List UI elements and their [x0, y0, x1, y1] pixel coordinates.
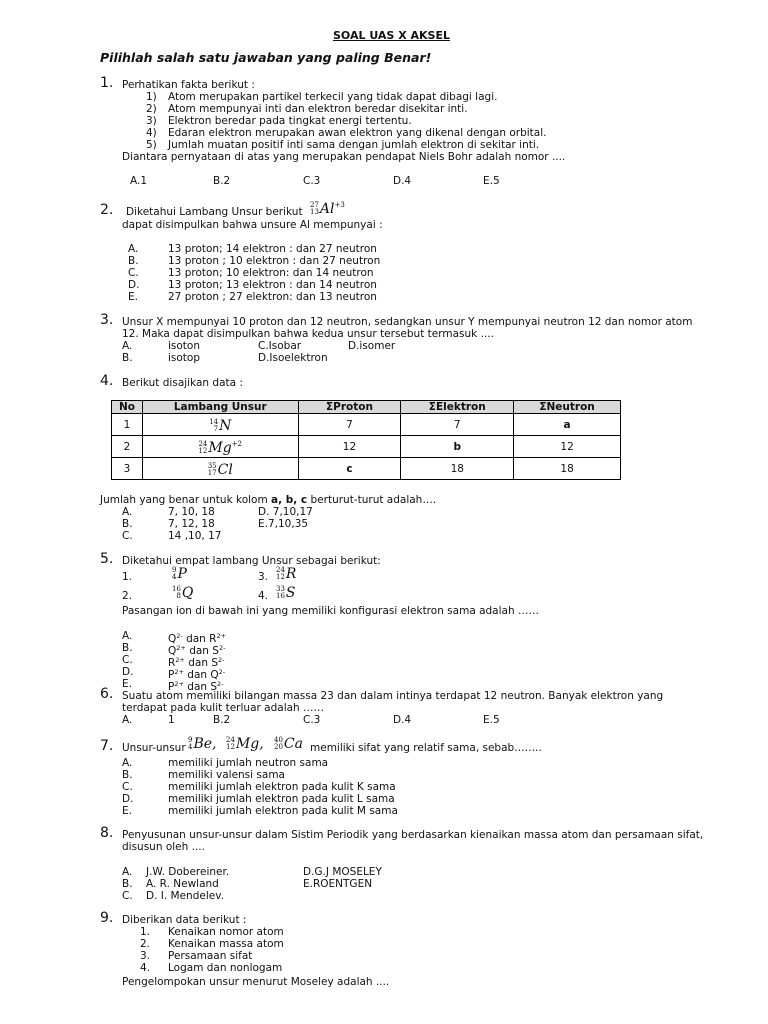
element-symbol-p: 9 4 P — [172, 566, 187, 582]
answer-option: memiliki jumlah elektron pada kulit K sama — [168, 781, 396, 793]
option-letter: A. — [122, 630, 133, 642]
option-letter: A. — [122, 757, 133, 769]
question-text: Diketahui empat lambang Unsur sebagai berikut: — [122, 555, 381, 567]
element-symbol-s: 33 16 S — [276, 585, 296, 601]
element-symbol-be: 9 4 Be, — [188, 736, 217, 752]
table-cell — [142, 436, 298, 458]
option-letter: B. — [122, 518, 133, 530]
column-header: No — [112, 401, 143, 414]
table-cell: 1 — [112, 414, 143, 436]
question-number: 9. — [100, 910, 114, 926]
table-cell: a — [514, 414, 621, 436]
answer-option: C.Isobar — [258, 340, 302, 352]
question-text: Diberikan data berikut : — [122, 914, 247, 926]
answer-option: memiliki jumlah elektron pada kulit L sama — [168, 793, 395, 805]
answer-option: E.7,10,35 — [258, 518, 309, 530]
answer-option: A. R. Newland — [146, 878, 219, 890]
element-symbol-r: 24 12 R — [276, 566, 297, 582]
question-prompt: Diantara pernyataan di atas yang merupakan pendapat Niels Bohr adalah nomor .... — [122, 151, 566, 163]
table-cell: 18 — [401, 458, 514, 480]
list-item-number: 2. — [140, 938, 151, 950]
exam-title: SOAL UAS X AKSEL — [333, 29, 450, 42]
table-cell: 3 — [112, 458, 143, 480]
element-symbol-mg: 24 12 Mg, — [226, 736, 264, 752]
exam-instruction: Pilihlah salah satu jawaban yang paling Benar! — [100, 50, 432, 65]
question-text: memiliki sifat yang relatif sama, sebab…….. — [310, 742, 542, 754]
answer-option: 27 proton ; 27 elektron: dan 13 neutron — [168, 291, 377, 303]
list-item: Atom mempunyai inti dan elektron beredar disekitar inti. — [168, 103, 468, 115]
list-item: Kenaikan nomor atom — [168, 926, 284, 938]
column-header: ΣNeutron — [514, 401, 621, 414]
list-item-number: 3. — [258, 571, 269, 583]
question-number: 5. — [100, 551, 114, 567]
column-header: Lambang Unsur — [142, 401, 298, 414]
option-letter: A. — [122, 340, 133, 352]
table-row — [112, 414, 621, 436]
answer-option: memiliki jumlah elektron pada kulit M sama — [168, 805, 398, 817]
answer-option: 1 — [168, 714, 175, 726]
list-item: Elektron beredar pada tingkat energi tertentu. — [168, 115, 412, 127]
list-item-number: 5) — [146, 139, 157, 151]
question-number: 1. — [100, 75, 114, 91]
element-symbol-mg: 24 12 $Mg^{+2}$ — [198, 440, 243, 456]
question-prompt: Pasangan ion di bawah ini yang memiliki konfigurasi elektron sama adalah …… — [122, 605, 539, 617]
table-header-row — [112, 401, 621, 414]
option-letter: A. — [128, 243, 139, 255]
answer-option: B.2 — [213, 714, 231, 726]
table-cell: 12 — [514, 436, 621, 458]
question-number: 4. — [100, 373, 114, 389]
list-item-number: 4. — [140, 962, 151, 974]
answer-option: D.isomer — [348, 340, 396, 352]
answer-option: D.4 — [393, 175, 412, 187]
answer-option: B.2 — [213, 175, 231, 187]
list-item-number: 2. — [122, 590, 133, 602]
answer-option: 14 ,10, 17 — [168, 530, 222, 542]
option-letter: C. — [122, 781, 133, 793]
list-item-number: 4) — [146, 127, 157, 139]
answer-option: E.5 — [483, 714, 500, 726]
list-item: Kenaikan massa atom — [168, 938, 284, 950]
list-item: Jumlah muatan positif inti sama dengan jumlah elektron di sekitar inti. — [168, 139, 540, 151]
table-cell: 2 — [112, 436, 143, 458]
option-letter: C. — [128, 267, 139, 279]
table-cell: c — [298, 458, 401, 480]
answer-option: $Q^{2-}$ dan $R^{2+}$ — [168, 632, 227, 645]
answer-option: E.5 — [483, 175, 500, 187]
element-symbol-cl: 35 17 Cl — [207, 462, 233, 478]
option-letter: D. — [122, 666, 134, 678]
question-number: 6. — [100, 686, 114, 702]
element-symbol-al: 27 13 $Al^{+3}$ — [310, 201, 345, 217]
option-letter: B. — [128, 255, 139, 267]
answer-option: E.ROENTGEN — [303, 878, 373, 890]
answer-option: 7, 12, 18 — [168, 518, 215, 530]
list-item: Persamaan sifat — [168, 950, 253, 962]
answer-option: isotop — [168, 352, 201, 364]
answer-option: $P^{2+}$ dan $Q^{2-}$ — [168, 668, 226, 681]
answer-option: D. I. Mendelev. — [146, 890, 224, 902]
option-letter: B. — [122, 878, 133, 890]
option-letter: E. — [122, 678, 132, 690]
question-text: disusun oleh .... — [122, 841, 205, 853]
list-item: Edaran elektron merupakan awan elektron yang dikenal dengan orbital. — [168, 127, 547, 139]
answer-option: $Q^{2+}$ dan $S^{2-}$ — [168, 644, 226, 657]
answer-option: 13 proton; 13 elektron : dan 14 neutron — [168, 279, 377, 291]
option-letter: D. — [122, 793, 134, 805]
list-item-number: 4. — [258, 590, 269, 602]
list-item-number: 3) — [146, 115, 157, 127]
option-letter: C. — [122, 890, 133, 902]
option-letter: C. — [122, 654, 133, 666]
question-number: 8. — [100, 825, 114, 841]
question-text: Suatu atom memiliki bilangan massa 23 dan dalam intinya terdapat 12 neutron. Banyak elektron yang — [122, 690, 664, 702]
answer-option: J.W. Dobereiner. — [146, 866, 230, 878]
answer-option: 13 proton ; 10 elektron : dan 27 neutron — [168, 255, 381, 267]
answer-option: $R^{2+}$ dan $S^{2-}$ — [168, 656, 225, 669]
table-row — [112, 458, 621, 480]
table-cell: 7 — [401, 414, 514, 436]
question-text: Berikut disajikan data : — [122, 377, 243, 389]
option-letter: D. — [128, 279, 140, 291]
answer-option: 7, 10, 18 — [168, 506, 215, 518]
answer-option: C.3 — [303, 714, 321, 726]
table-cell — [142, 414, 298, 436]
question-number: 7. — [100, 738, 114, 754]
answer-option: D.Isoelektron — [258, 352, 328, 364]
element-symbol-ca: 40 20 Ca — [274, 736, 303, 752]
question-text: Perhatikan fakta berikut : — [122, 79, 255, 91]
option-letter: C. — [122, 530, 133, 542]
answer-option: D.G.J MOSELEY — [303, 866, 382, 878]
option-letter: B. — [122, 642, 133, 654]
list-item: Logam dan nonlogam — [168, 962, 283, 974]
option-letter: A. — [122, 714, 133, 726]
question-prompt: Pengelompokan unsur menurut Moseley adalah .... — [122, 976, 390, 988]
data-table — [111, 400, 621, 480]
question-text: 12. Maka dapat disimpulkan bahwa kedua unsur tersebut termasuk .... — [122, 328, 494, 340]
list-item-number: 1. — [122, 571, 133, 583]
list-item-number: 3. — [140, 950, 151, 962]
answer-option: 13 proton; 10 elektron: dan 14 neutron — [168, 267, 374, 279]
element-symbol-q: 16 8 Q — [172, 585, 194, 601]
option-letter: E. — [122, 805, 132, 817]
answer-option: 13 proton; 14 elektron : dan 27 neutron — [168, 243, 377, 255]
question-prompt: Jumlah yang benar untuk kolom a, b, c berturut-turut adalah…. — [100, 494, 437, 506]
element-symbol-n: 14 7 N — [209, 418, 232, 434]
question-text: terdapat pada kulit terluar adalah …… — [122, 702, 325, 714]
table-cell: 12 — [298, 436, 401, 458]
table-cell — [142, 458, 298, 480]
answer-option: memiliki jumlah neutron sama — [168, 757, 329, 769]
option-letter: B. — [122, 352, 133, 364]
column-header: ΣProton — [298, 401, 401, 414]
answer-option: D. 7,10,17 — [258, 506, 313, 518]
option-letter: A. — [122, 866, 133, 878]
list-item-number: 2) — [146, 103, 157, 115]
list-item: Atom merupakan partikel terkecil yang tidak dapat dibagi lagi. — [168, 91, 498, 103]
option-letter: A. — [122, 506, 133, 518]
answer-option: memiliki valensi sama — [168, 769, 285, 781]
column-header: ΣElektron — [401, 401, 514, 414]
answer-option: isoton — [168, 340, 201, 352]
question-number: 2. — [100, 202, 114, 218]
question-number: 3. — [100, 312, 114, 328]
list-item-number: 1. — [140, 926, 151, 938]
question-text: dapat disimpulkan bahwa unsure Al mempunyai : — [122, 219, 383, 231]
question-text: Diketahui Lambang Unsur berikut — [126, 206, 303, 218]
table-cell: 7 — [298, 414, 401, 436]
list-item-number: 1) — [146, 91, 157, 103]
table-row — [112, 436, 621, 458]
answer-option: C.3 — [303, 175, 321, 187]
answer-option: $P^{2+}$ dan $S^{2-}$ — [168, 680, 224, 693]
table-cell: 18 — [514, 458, 621, 480]
question-text: Penyusunan unsur-unsur dalam Sistim Periodik yang berdasarkan kienaikan massa atom dan persamaan sifat, — [122, 829, 704, 841]
answer-option: A.1 — [130, 175, 148, 187]
table-cell: b — [401, 436, 514, 458]
answer-option: D.4 — [393, 714, 412, 726]
option-letter: B. — [122, 769, 133, 781]
option-letter: E. — [128, 291, 138, 303]
question-text: Unsur X mempunyai 10 proton dan 12 neutron, sedangkan unsur Y mempunyai neutron 12 dan nomor atom — [122, 316, 693, 328]
question-text: Unsur-unsur — [122, 742, 186, 754]
